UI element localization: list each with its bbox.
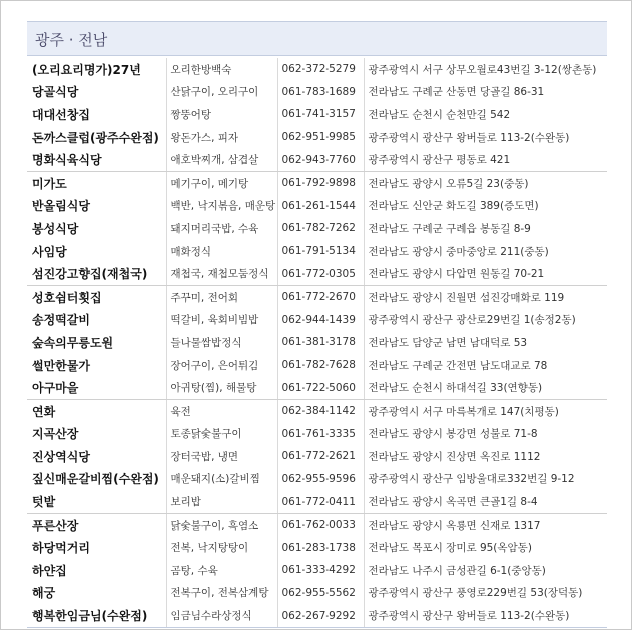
section-header <box>27 21 607 56</box>
table-row <box>27 171 607 194</box>
table-row <box>27 262 607 285</box>
menu-items: 곰탕, 수육 <box>166 559 277 582</box>
restaurant-name: 푸른산장 <box>32 518 79 533</box>
address: 전라남도 광양시 옥곡면 큰골1길 8-4 <box>364 490 607 513</box>
restaurant-name: 숲속의무릉도원 <box>32 335 114 350</box>
table-row <box>27 240 607 263</box>
restaurant-name: 송정떡갈비 <box>32 313 90 328</box>
menu-items: 재첩국, 재첩모둠정식 <box>166 262 277 285</box>
address: 전라남도 광양시 진월면 섬진강매화로 119 <box>364 285 607 308</box>
address: 전라남도 광양시 진상면 옥진로 1112 <box>364 445 607 468</box>
table-row <box>27 81 607 104</box>
phone-number: 061-783-1689 <box>277 81 364 104</box>
restaurant-name: 대대선창집 <box>32 107 90 122</box>
phone-number: 062-267-9292 <box>277 604 364 627</box>
menu-items: 전복, 낙지탕탕이 <box>166 536 277 559</box>
restaurant-table-body <box>27 58 607 627</box>
menu-items: 육전 <box>166 399 277 422</box>
menu-items: 닭숯불구이, 흑염소 <box>166 513 277 536</box>
menu-items: 보리밥 <box>166 490 277 513</box>
address: 전라남도 광양시 다압면 원동길 70-21 <box>364 262 607 285</box>
address: 광주광역시 광산구 왕버들로 113-2(수완동) <box>364 126 607 149</box>
phone-number: 062-955-9596 <box>277 468 364 491</box>
restaurant-name: 사임당 <box>32 244 67 259</box>
table-row <box>27 399 607 422</box>
table-row <box>27 445 607 468</box>
restaurant-name: 썰만한물가 <box>32 358 90 373</box>
table-row <box>27 148 607 171</box>
table-row <box>27 423 607 446</box>
restaurant-name: 연화 <box>32 404 56 419</box>
phone-number: 061-792-9898 <box>277 171 364 194</box>
restaurant-table <box>27 58 607 628</box>
phone-number: 061-762-0033 <box>277 513 364 536</box>
address: 전라남도 순천시 하대석길 33(연향동) <box>364 376 607 399</box>
address: 전라남도 광양시 오류5길 23(중동) <box>364 171 607 194</box>
menu-items: 오리한방백숙 <box>166 58 277 81</box>
table-row <box>27 217 607 240</box>
address: 전라남도 담양군 남면 남대덕로 53 <box>364 331 607 354</box>
menu-items: 들나물쌈밥정식 <box>166 331 277 354</box>
address: 광주광역시 광산구 임방울대로332번길 9-12 <box>364 468 607 491</box>
restaurant-name: 하얀집 <box>32 563 67 578</box>
phone-number: 061-772-0411 <box>277 490 364 513</box>
table-row <box>27 490 607 513</box>
address: 광주광역시 광산구 풍영로229번길 53(장덕동) <box>364 582 607 605</box>
restaurant-name: 해궁 <box>32 586 56 601</box>
menu-items: 장터국밥, 냉면 <box>166 445 277 468</box>
menu-items: 산닭구이, 오리구이 <box>166 81 277 104</box>
table-row <box>27 58 607 81</box>
phone-number: 061-772-2621 <box>277 445 364 468</box>
address: 광주광역시 광산구 왕버들로 113-2(수완동) <box>364 604 607 627</box>
restaurant-name: 돈까스클럽(광주수완점) <box>32 130 159 145</box>
address: 전라남도 목포시 장미로 95(옥암동) <box>364 536 607 559</box>
restaurant-name: 텃밭 <box>27 490 166 513</box>
phone-number: 061-333-4292 <box>277 559 364 582</box>
phone-number: 061-722-5060 <box>277 376 364 399</box>
table-row <box>27 195 607 218</box>
table-row <box>27 582 607 605</box>
address: 광주광역시 서구 상무오월로43번길 3-12(쌍촌동) <box>364 58 607 81</box>
address: 전라남도 구례군 구례읍 봉동길 8-9 <box>364 217 607 240</box>
address: 광주광역시 서구 마륵복개로 147(치평동) <box>364 399 607 422</box>
menu-items: 토종닭숯불구이 <box>166 423 277 446</box>
table-row <box>27 354 607 377</box>
phone-number: 061-283-1738 <box>277 536 364 559</box>
restaurant-name: 하당먹거리 <box>32 541 90 556</box>
phone-number: 062-951-9985 <box>277 126 364 149</box>
menu-items: 매운돼지(소)갈비찜 <box>166 468 277 491</box>
address: 전라남도 광양시 옥룡면 신재로 1317 <box>364 513 607 536</box>
table-row <box>27 309 607 332</box>
phone-number: 061-261-1544 <box>277 195 364 218</box>
table-row <box>27 285 607 308</box>
address: 전라남도 나주시 금성관길 6-1(중앙동) <box>364 559 607 582</box>
phone-number: 061-741-3157 <box>277 103 364 126</box>
phone-number: 061-782-7628 <box>277 354 364 377</box>
phone-number: 061-772-0305 <box>277 262 364 285</box>
menu-items: 짱뚱어탕 <box>166 103 277 126</box>
menu-items: 전복구이, 전복삼계탕 <box>166 582 277 605</box>
menu-items: 장어구이, 은어튀김 <box>166 354 277 377</box>
section-title: 광주 · 전남 <box>35 31 108 49</box>
menu-items: 매화정식 <box>166 240 277 263</box>
restaurant-name: 지곡산장 <box>32 427 79 442</box>
menu-items: 백반, 낙지볶음, 매운탕 <box>166 195 277 218</box>
address: 전라남도 신안군 화도길 389(증도면) <box>364 195 607 218</box>
table-row <box>27 103 607 126</box>
menu-items: 애호박찌개, 삼겹살 <box>166 148 277 171</box>
phone-number: 061-761-3335 <box>277 423 364 446</box>
address: 전라남도 광양시 중마중앙로 211(중동) <box>364 240 607 263</box>
phone-number: 062-944-1439 <box>277 309 364 332</box>
phone-number: 061-782-7262 <box>277 217 364 240</box>
phone-number: 062-943-7760 <box>277 148 364 171</box>
phone-number: 061-772-2670 <box>277 285 364 308</box>
address: 전라남도 구례군 산동면 당골길 86-31 <box>364 81 607 104</box>
table-row <box>27 536 607 559</box>
phone-number: 062-384-1142 <box>277 399 364 422</box>
address: 광주광역시 광산구 광산로29번길 1(송정2동) <box>364 309 607 332</box>
restaurant-name: 봉성식당 <box>32 221 79 236</box>
menu-items: 아귀탕(찜), 해물탕 <box>166 376 277 399</box>
menu-items: 임금님수라상정식 <box>166 604 277 627</box>
restaurant-name: 명화식육식당 <box>27 148 166 171</box>
restaurant-name: 섬진강고향집(재첩국) <box>27 262 166 285</box>
restaurant-name: 짚신매운갈비찜(수완점) <box>32 472 159 487</box>
menu-items: 돼지머리국밥, 수육 <box>166 217 277 240</box>
address: 전라남도 순천시 순천만길 542 <box>364 103 607 126</box>
restaurant-name: 당골식당 <box>32 85 79 100</box>
address: 광주광역시 광산구 평동로 421 <box>364 148 607 171</box>
restaurant-name: (오리요리명가)27년 <box>32 62 141 77</box>
menu-items: 떡갈비, 육회비빔밥 <box>166 309 277 332</box>
address: 전라남도 구례군 간전면 남도대교로 78 <box>364 354 607 377</box>
restaurant-name: 반올림식당 <box>32 199 90 214</box>
phone-number: 062-955-5562 <box>277 582 364 605</box>
phone-number: 062-372-5279 <box>277 58 364 81</box>
address: 전라남도 광양시 봉강면 성불로 71-8 <box>364 423 607 446</box>
table-row <box>27 376 607 399</box>
menu-items: 주꾸미, 전어회 <box>166 285 277 308</box>
restaurant-name: 아구마을 <box>27 376 166 399</box>
table-row <box>27 468 607 491</box>
menu-items: 메기구이, 메기탕 <box>166 171 277 194</box>
menu-items: 왕돈가스, 피자 <box>166 126 277 149</box>
restaurant-name: 행복한임금님(수완점) <box>27 604 166 627</box>
phone-number: 061-791-5134 <box>277 240 364 263</box>
restaurant-name: 미가도 <box>32 176 67 191</box>
table-row <box>27 126 607 149</box>
table-row <box>27 559 607 582</box>
table-row <box>27 604 607 627</box>
restaurant-name: 진상역식당 <box>32 449 90 464</box>
table-row <box>27 513 607 536</box>
phone-number: 061-381-3178 <box>277 331 364 354</box>
table-row <box>27 331 607 354</box>
restaurant-name: 성호쉼터횟집 <box>32 290 102 305</box>
